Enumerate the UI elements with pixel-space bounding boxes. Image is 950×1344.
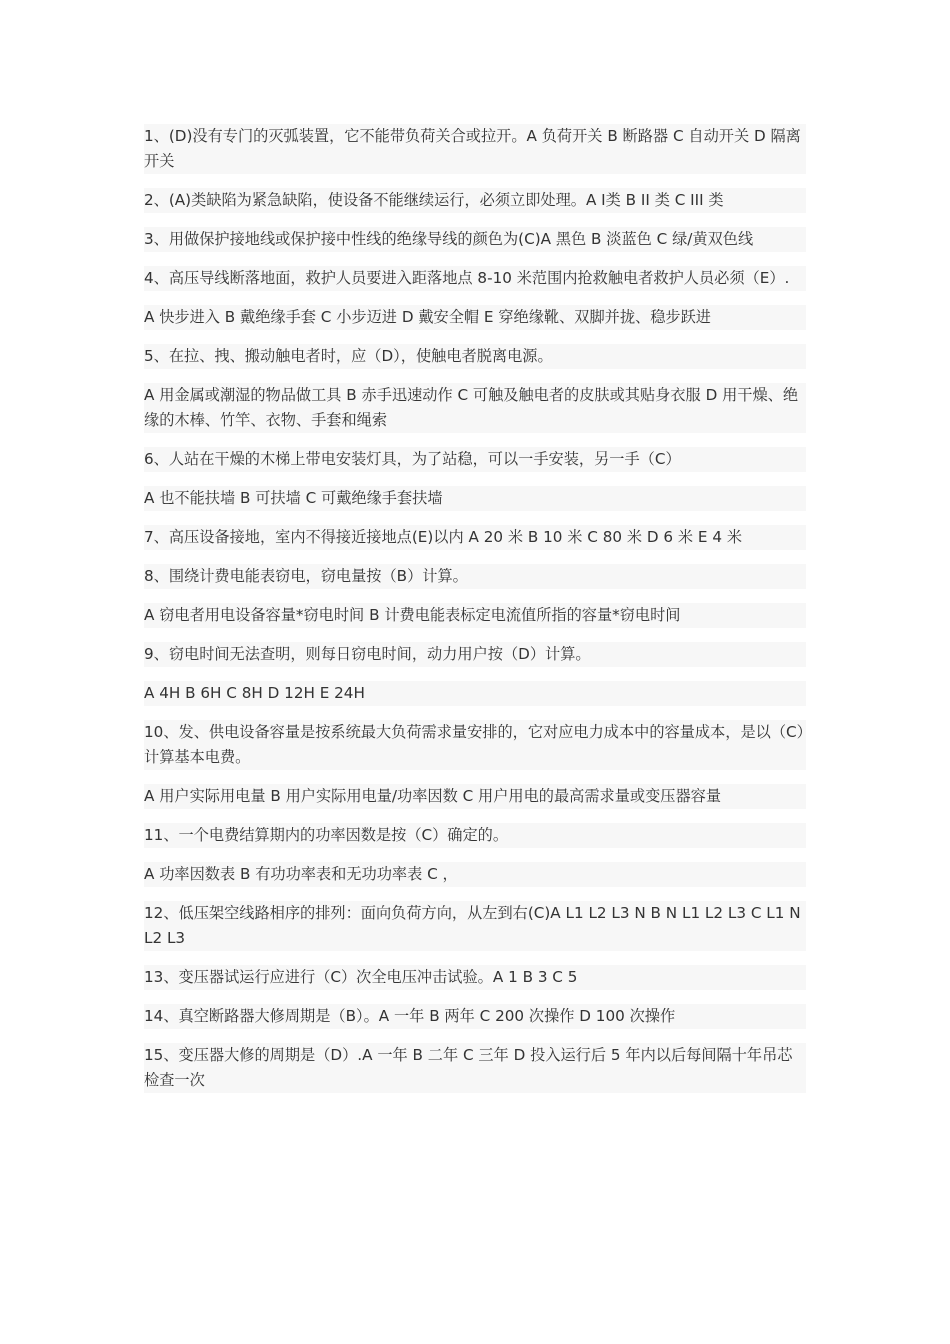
question-13: 13、变压器试运行应进行（C）次全电压冲击试验。A 1 B 3 C 5 <box>144 965 806 990</box>
question-14: 14、真空断路器大修周期是（B）。A 一年 B 两年 C 200 次操作 D 100 次操作 <box>144 1004 806 1029</box>
question-12: 12、低压架空线路相序的排列：面向负荷方向，从左到右(C)A L1 L2 L3 N B N L1 L2 L3 C L1 N L2 L3 <box>144 901 806 951</box>
question-1: 1、(D)没有专门的灭弧装置，它不能带负荷关合或拉开。A 负荷开关 B 断路器 C 自动开关 D 隔离开关 <box>144 124 806 174</box>
question-10: 10、发、供电设备容量是按系统最大负荷需求量安排的，它对应电力成本中的容量成本，是以（C）计算基本电费。 <box>144 720 806 770</box>
question-9: 9、窃电时间无法查明，则每日窃电时间，动力用户按（D）计算。 <box>144 642 806 667</box>
question-4-options: A 快步进入 B 戴绝缘手套 C 小步迈进 D 戴安全帽 E 穿绝缘靴、双脚并拢、稳步跃进 <box>144 305 806 330</box>
question-5-options: A 用金属或潮湿的物品做工具 B 赤手迅速动作 C 可触及触电者的皮肤或其贴身衣服 D 用干燥、绝缘的木棒、竹竿、衣物、手套和绳索 <box>144 383 806 433</box>
question-11: 11、一个电费结算期内的功率因数是按（C）确定的。 <box>144 823 806 848</box>
question-6-options: A 也不能扶墙 B 可扶墙 C 可戴绝缘手套扶墙 <box>144 486 806 511</box>
question-15: 15、变压器大修的周期是（D）.A 一年 B 二年 C 三年 D 投入运行后 5 年内以后每间隔十年吊芯检查一次 <box>144 1043 806 1093</box>
question-8: 8、围绕计费电能表窃电，窃电量按（B）计算。 <box>144 564 806 589</box>
question-4: 4、高压导线断落地面，救护人员要进入距落地点 8-10 米范围内抢救触电者救护人员必须（E）. <box>144 266 806 291</box>
question-2: 2、(A)类缺陷为紧急缺陷，使设备不能继续运行，必须立即处理。A I类 B II 类 C III 类 <box>144 188 806 213</box>
question-10-options: A 用户实际用电量 B 用户实际用电量/功率因数 C 用户用电的最高需求量或变压器容量 <box>144 784 806 809</box>
question-6: 6、人站在干燥的木梯上带电安装灯具，为了站稳，可以一手安装，另一手（C） <box>144 447 806 472</box>
question-11-options: A 功率因数表 B 有功功率表和无功功率表 C ， <box>144 862 806 887</box>
question-9-options: A 4H B 6H C 8H D 12H E 24H <box>144 681 806 706</box>
question-5: 5、在拉、拽、搬动触电者时，应（D），使触电者脱离电源。 <box>144 344 806 369</box>
document-body <box>144 124 806 1107</box>
question-3: 3、用做保护接地线或保护接中性线的绝缘导线的颜色为(C)A 黑色 B 淡蓝色 C 绿/黄双色线 <box>144 227 806 252</box>
question-7: 7、高压设备接地，室内不得接近接地点(E)以内 A 20 米 B 10 米 C 80 米 D 6 米 E 4 米 <box>144 525 806 550</box>
question-8-options: A 窃电者用电设备容量*窃电时间 B 计费电能表标定电流值所指的容量*窃电时间 <box>144 603 806 628</box>
